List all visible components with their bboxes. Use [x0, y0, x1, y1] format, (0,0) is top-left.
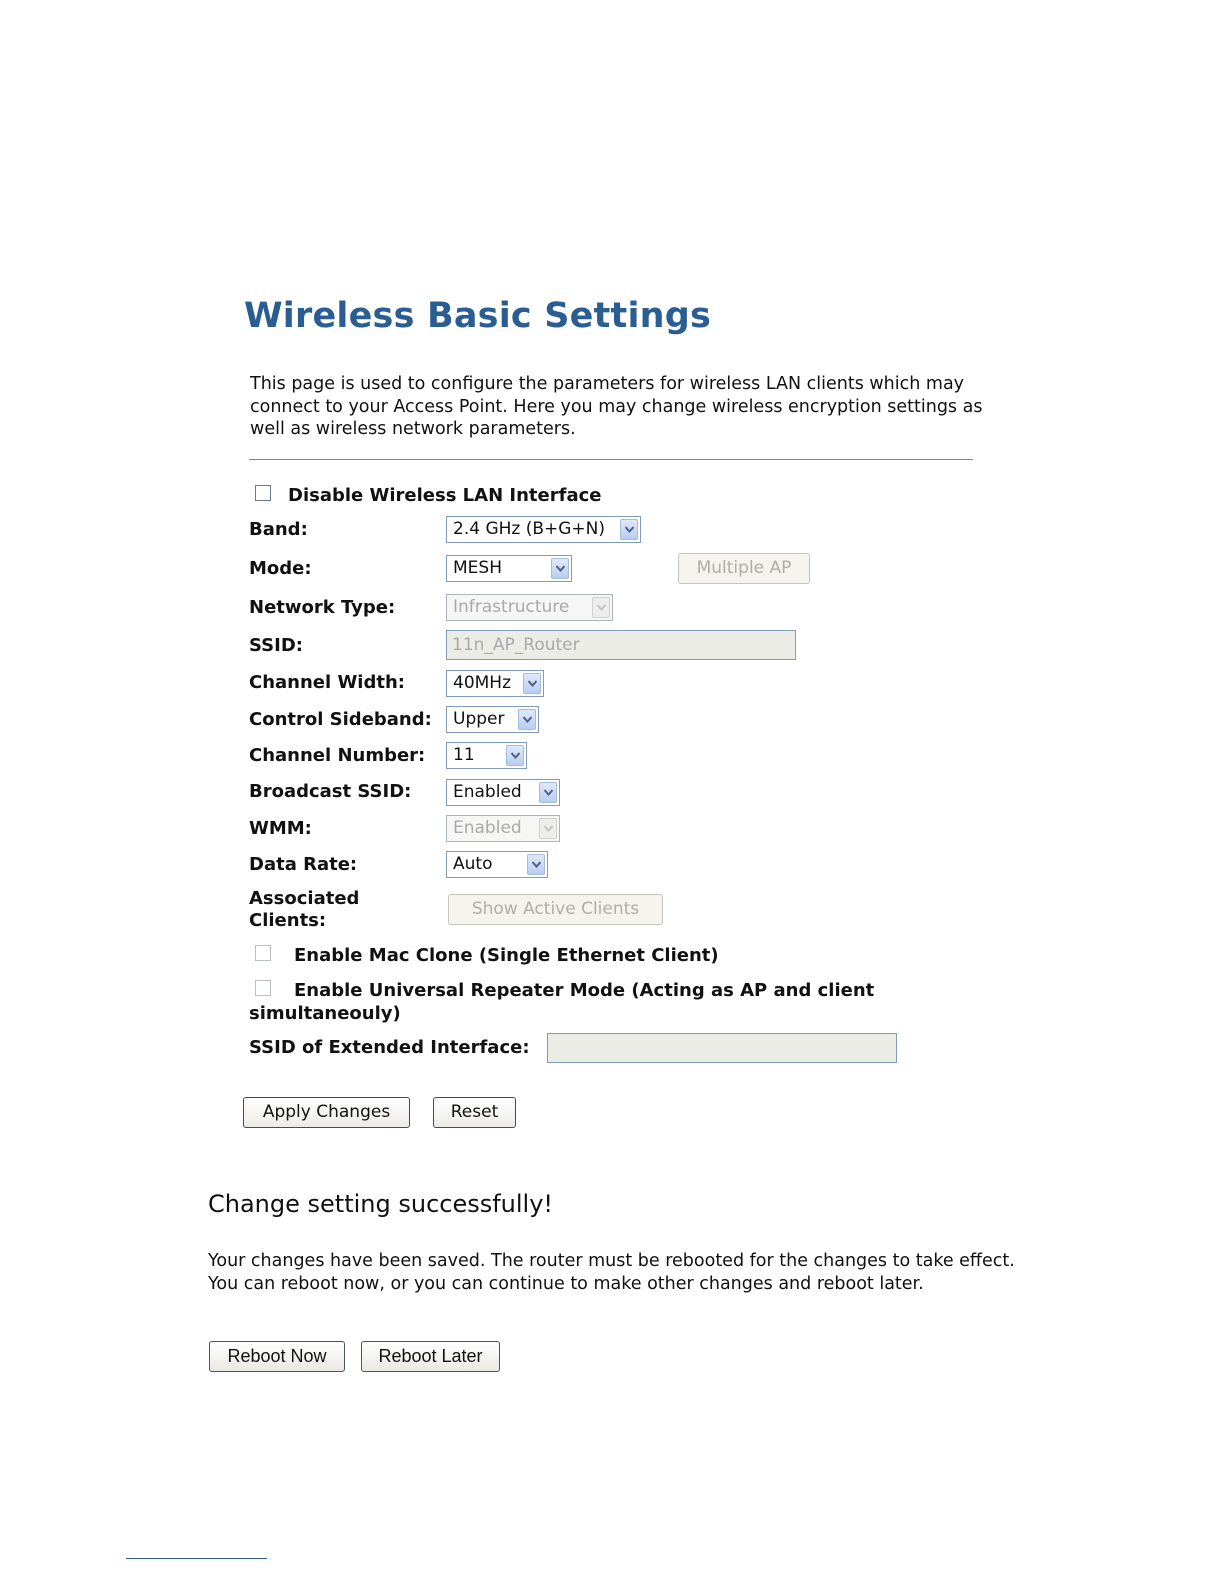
reboot-later-button[interactable]: Reboot Later [361, 1341, 500, 1372]
chevron-down-icon [523, 673, 541, 694]
chevron-down-icon [539, 782, 557, 803]
control-sideband-label: Control Sideband: [249, 709, 432, 730]
data-rate-label: Data Rate: [249, 854, 358, 875]
wmm-select[interactable] [446, 815, 560, 842]
reboot-now-button[interactable]: Reboot Now [209, 1341, 345, 1372]
ssid-extended-input[interactable] [547, 1033, 897, 1063]
chevron-down-icon [527, 854, 545, 875]
result-message-line1: Your changes have been saved. The router must be rebooted for the changes to take effect. [208, 1251, 1015, 1271]
associated-clients-label [249, 888, 359, 932]
ssid-extended-label: SSID of Extended Interface: [249, 1037, 530, 1058]
channel-number-label: Channel Number: [249, 745, 426, 766]
reset-button[interactable]: Reset [433, 1097, 516, 1128]
control-sideband-select[interactable] [446, 706, 539, 733]
network-type-value: Infrastructure [453, 597, 570, 617]
ssid-label: SSID: [249, 635, 303, 656]
network-type-label: Network Type: [249, 597, 396, 618]
universal-repeater-label-line2: simultaneouly) [249, 1003, 401, 1024]
multiple-ap-button[interactable]: Multiple AP [678, 553, 810, 584]
chevron-down-icon [539, 818, 557, 839]
mode-label: Mode: [249, 558, 312, 579]
chevron-down-icon [518, 709, 536, 730]
disable-wlan-label: Disable Wireless LAN Interface [288, 485, 602, 506]
data-rate-select[interactable] [446, 851, 548, 878]
band-label: Band: [249, 519, 308, 540]
page-description: This page is used to configure the parameters for wireless LAN clients which may connect to your Access Point. Here you may change wireless encryption settings as well as wireless network parameters. [250, 374, 983, 439]
broadcast-ssid-value: Enabled [453, 782, 522, 802]
show-active-clients-button[interactable]: Show Active Clients [448, 894, 663, 925]
band-value: 2.4 GHz (B+G+N) [453, 519, 606, 539]
mac-clone-label: Enable Mac Clone (Single Ethernet Client) [294, 945, 719, 966]
control-sideband-value: Upper [453, 709, 505, 729]
result-title: Change setting successfully! [208, 1190, 554, 1218]
page-title: Wireless Basic Settings [244, 296, 712, 336]
band-select[interactable] [446, 516, 641, 543]
universal-repeater-label-line1: Enable Universal Repeater Mode (Acting as AP and client [294, 980, 875, 1001]
chevron-down-icon [506, 745, 524, 766]
universal-repeater-checkbox[interactable] [255, 980, 271, 996]
channel-number-value: 11 [453, 745, 475, 765]
broadcast-ssid-label: Broadcast SSID: [249, 781, 412, 802]
mode-value: MESH [453, 558, 502, 578]
divider [249, 459, 973, 460]
chevron-down-icon [551, 558, 569, 579]
disable-wlan-checkbox[interactable] [255, 485, 271, 501]
mode-select[interactable] [446, 555, 572, 582]
apply-changes-button[interactable]: Apply Changes [243, 1097, 410, 1128]
footer-line [126, 1558, 267, 1559]
chevron-down-icon [620, 519, 638, 540]
result-message-line2: You can reboot now, or you can continue to make other changes and reboot later. [208, 1273, 924, 1294]
chevron-down-icon [592, 597, 610, 618]
wmm-label: WMM: [249, 818, 312, 839]
ssid-input[interactable]: 11n_AP_Router [446, 630, 796, 660]
channel-number-select[interactable] [446, 742, 527, 769]
associated-clients-label-line2: Clients: [249, 910, 327, 931]
channel-width-value: 40MHz [453, 673, 512, 693]
mac-clone-checkbox[interactable] [255, 945, 271, 961]
broadcast-ssid-select[interactable] [446, 779, 560, 806]
channel-width-select[interactable] [446, 670, 544, 697]
network-type-select[interactable] [446, 594, 613, 621]
channel-width-label: Channel Width: [249, 672, 405, 693]
result-message [208, 1250, 1028, 1295]
wmm-value: Enabled [453, 818, 522, 838]
data-rate-value: Auto [453, 854, 493, 874]
associated-clients-label-line1: Associated [249, 888, 360, 909]
